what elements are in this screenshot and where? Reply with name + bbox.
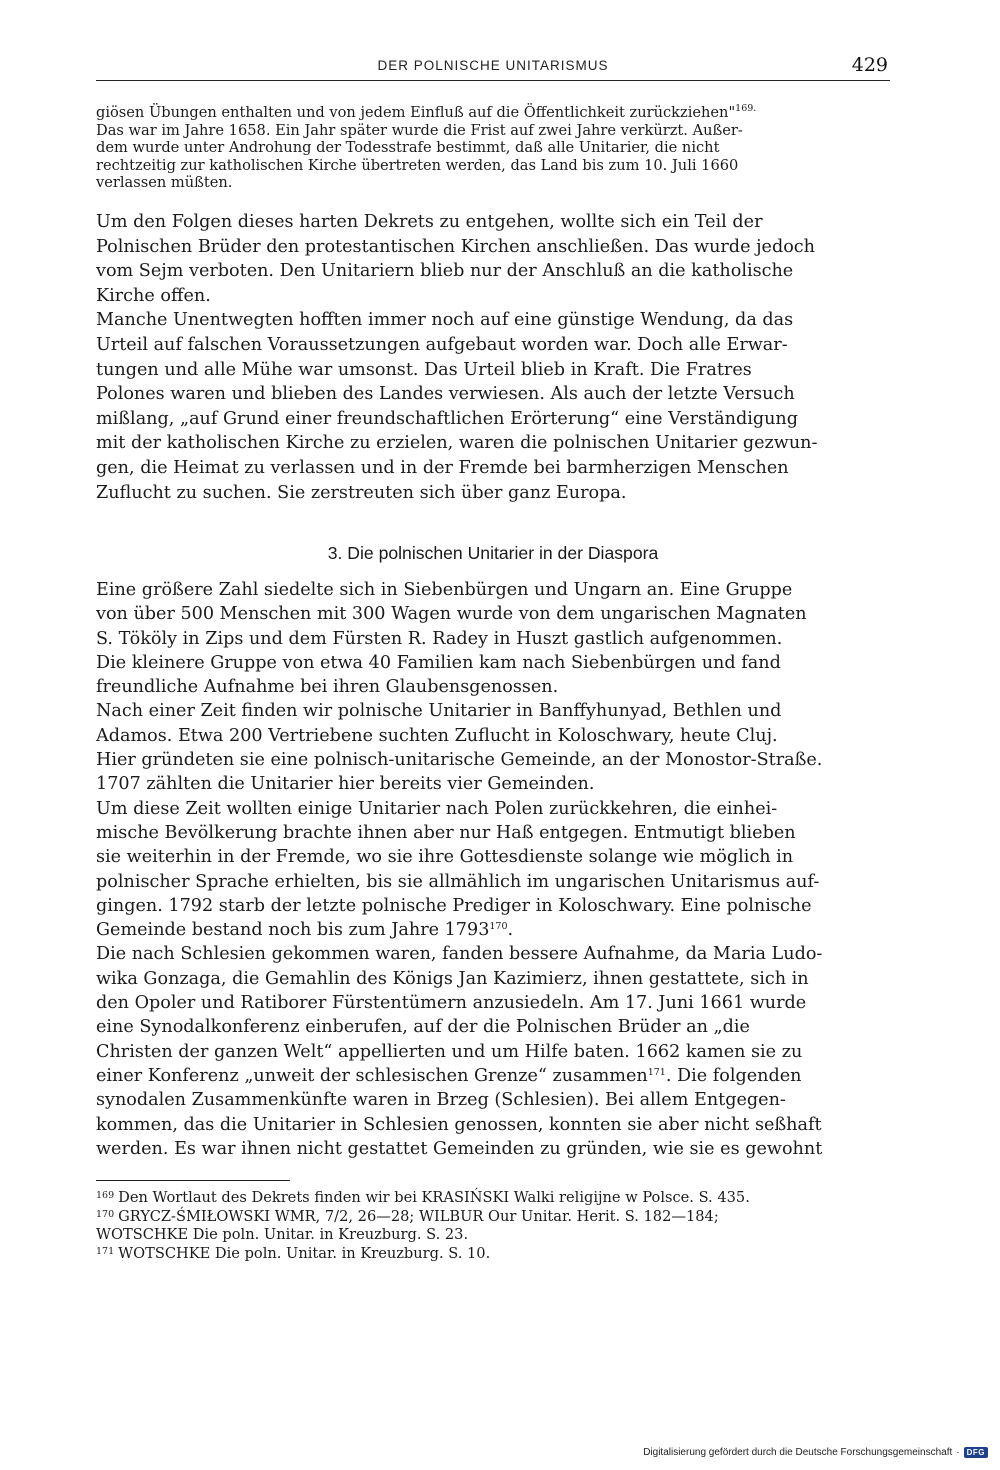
paragraph: Manche Unentwegten hofften immer noch auf eine günstige Wendung, da das Urteil auf falschen Voraussetzungen aufgebaut worden war. Doch alle Erwar- tungen und alle Mühe war umsonst. Das Urteil blieb in Kraft. Die Fratres Polones waren und blieben des Landes verwiesen. Als auch der letzte Versuch mißlang, „auf Grund einer freundschaftlichen Erörterung“ eine Verständigung mit der katholischen Kirche zu erzielen, waren die polnischen Unitarier gezwun- gen, die Heimat zu verlassen und in der Fremde bei barmherzigen Menschen Zuflucht zu suchen. Sie zerstreuten sich über ganz Europa. [96, 310, 818, 503]
body-text-lower [96, 578, 890, 1161]
quote-line: rechtzeitig zur katholischen Kirche übertreten werden, das Land bis zum 10. Juli 1660 [96, 156, 739, 174]
footnote-ref: 169. [735, 103, 757, 114]
footnote-continuation: WOTSCHKE Die poln. Unitar. in Kreuzburg. S. 23. [96, 1225, 469, 1243]
page-header [96, 52, 890, 81]
footnote-ref: 171 [647, 1066, 666, 1078]
footnote: $^{170}$ GRYCZ-ŚMIŁOWSKI WMR, 7/2, 26—28; WILBUR Our Unitar. Herit. S. 182—184; [96, 1208, 719, 1226]
running-head: DER POLNISCHE UNITARISMUS [377, 58, 609, 73]
paragraph: Um den Folgen dieses harten Dekrets zu entgehen, wollte sich ein Teil der Polnischen Brüder den protestantischen Kirchen anschließen. Das wurde jedoch vom Sejm verboten. Den Unitariern blieb nur der Anschluß an die katholische Kirche offen. [96, 212, 815, 306]
quote-line: Das war im Jahre 1658. Ein Jahr später wurde die Frist auf zwei Jahre verkürzt. Außer- [96, 121, 743, 139]
paragraph: Eine größere Zahl siedelte sich in Siebenbürgen und Ungarn an. Eine Gruppe von über 500 Menschen mit 300 Wagen wurde von dem ungarischen Magnaten S. Tököly in Zips und dem Fürsten R. Radey in Huszt gastlich aufgenommen. Die kleinere Gruppe von etwa 40 Familien kam nach Siebenbürgen und fand freundliche Aufnahme bei ihren Glaubensgenossen. [96, 580, 807, 698]
paragraph: Die nach Schlesien gekommen waren, fanden bessere Aufnahme, da Maria Ludo- wika Gonzaga, die Gemahlin des Königs Jan Kazimierz, ihnen gestattete, sich in den Opoler und Ratiborer Fürstentümern anzusiedeln. Am 17. Juni 1661 wurde eine Synodalkonferenz einberufen, auf der die Polnischen Brüder an „die Christen der ganzen Welt“ appellierten und um Hilfe baten. 1662 kamen sie zu einer Konferenz „unweit der schlesischen Grenze“ zusammen$^{171}$. Die folgenden synodalen Zusammenkünfte waren in Brzeg (Schlesien). Bei allem Entgegen- kommen, das die Unitarier in Schlesien genossen, konnten sie aber nicht seßhaft werden. Es war ihnen nicht gestattet Gemeinden zu gründen, wie sie es gewohnt [96, 944, 823, 1159]
page-number: 429 [851, 54, 888, 76]
quote-line: verlassen müßten. [96, 174, 233, 192]
dfg-logo-icon: DFG [964, 1447, 988, 1458]
footnote: $^{171}$ WOTSCHKE Die poln. Unitar. in Kreuzburg. S. 10. [96, 1245, 491, 1263]
quote-line: dem wurde unter Androhung der Todesstrafe bestimmt, daß alle Unitarier, die nicht [96, 139, 720, 157]
body-text-upper [96, 210, 890, 505]
footnote-ref: 170 [489, 921, 508, 933]
paragraph: Um diese Zeit wollten einige Unitarier nach Polen zurückkehren, die einhei- mische Bevölkerung brachte ihnen aber nur Haß entgegen. Entmutigt blieben sie weiterhin in der Fremde, wo sie ihre Gottesdienste solange wie möglich in polnischer Sprache erhielten, bis sie allmählich im ungarischen Unitarismus auf- gingen. 1792 starb der letzte polnische Prediger in Koloschwary. Eine polnische Gemeinde bestand noch bis zum Jahre 1793$^{170}$. [96, 798, 820, 941]
footnotes [96, 1187, 890, 1263]
footnote: $^{169}$ Den Wortlaut des Dekrets finden wir bei KRASIŃSKI Walki religijne w Polsce. S. 435. [96, 1189, 750, 1206]
digitization-credit: Digitalisierung gefördert durch die Deutsche Forschungsgemeinschaft · DFG [643, 1447, 988, 1458]
credit-text: Digitalisierung gefördert durch die Deutsche Forschungsgemeinschaft [643, 1447, 953, 1458]
section-heading: 3. Die polnischen Unitarier in der Diaspora [327, 543, 659, 563]
paragraph: Nach einer Zeit finden wir polnische Unitarier in Banffyhunyad, Bethlen und Adamos. Etwa 200 Vertriebene suchten Zuflucht in Koloschwary, heute Cluj. Hier gründeten sie eine polnisch-unitarische Gemeinde, an der Monostor-Straße. 1707 zählten die Unitarier hier bereits vier Gemeinden. [96, 701, 823, 795]
quote-line: giösen Übungen enthalten und von jedem Einfluß auf die Öffentlichkeit zurückziehen"$^{169.}$ [96, 103, 757, 121]
decree-quote [96, 104, 890, 192]
footnote-rule [96, 1180, 290, 1181]
